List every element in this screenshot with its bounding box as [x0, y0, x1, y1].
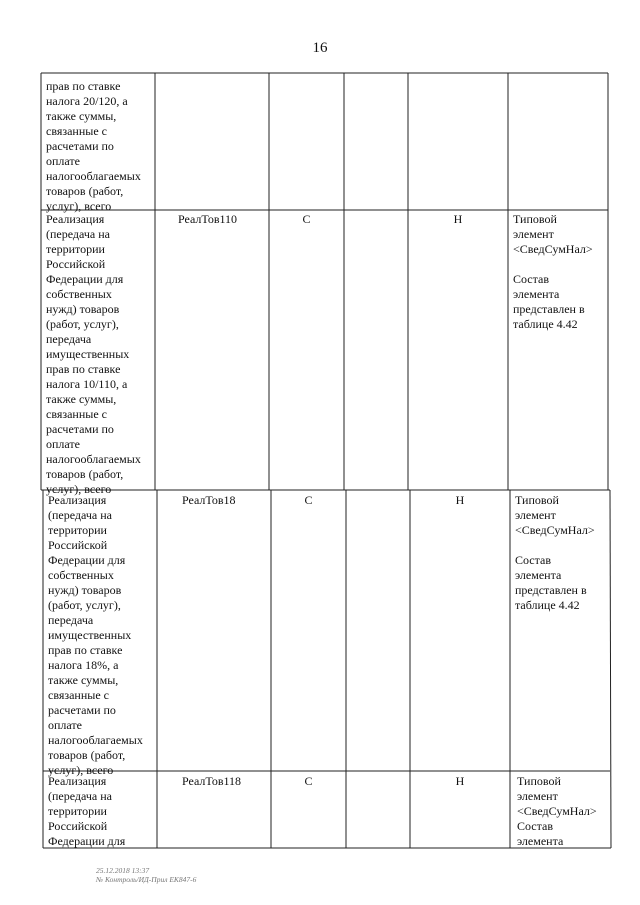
footer-stamp: 25.12.2018 13:37 № Контроль/ИД-Прил ЕК847-6 — [96, 866, 197, 884]
row-name-cell: Реализация (передача на территории Российской Федерации для — [48, 774, 126, 848]
row-required-cell: Н — [455, 774, 465, 788]
row-name-cell: прав по ставке налога 20/120, а также суммы, связанные с расчетами по оплате налогооблагаемых товаров (работ, услуг), всего — [46, 79, 141, 213]
page-number: 16 — [312, 40, 328, 56]
row-required-cell: Н — [453, 212, 463, 226]
row-code-cell: РеалТов110 — [178, 212, 238, 226]
row-code-cell: РеалТов18 — [182, 493, 236, 507]
row-extra-cell: Типовой элемент <СведСумНал> Состав элемента — [517, 774, 597, 848]
row-status-cell: С — [304, 774, 313, 788]
row-required-cell: Н — [455, 493, 465, 507]
row-extra-cell: Типовой элемент <СведСумНал> Состав элемента представлен в таблице 4.42 — [513, 212, 593, 331]
row-name-cell: Реализация (передача на территории Российской Федерации для собственных нужд) товаров (работ, услуг), передача имущественных прав по ставке налога 10/110, а также суммы, связанные с расчетами по оплате налогооблагаемых товаров (работ, услуг), всего — [46, 212, 141, 496]
row-status-cell: С — [304, 493, 313, 507]
row-status-cell: С — [302, 212, 311, 226]
row-code-cell: РеалТов118 — [182, 774, 242, 788]
row-name-cell: Реализация (передача на территории Российской Федерации для собственных нужд) товаров (работ, услуг), передача имущественных прав по ставке налога 18%, а также суммы, связанные с расчетами по оплате налогооблагаемых товаров (работ, услуг), всего — [48, 493, 143, 777]
row-extra-cell: Типовой элемент <СведСумНал> Состав элемента представлен в таблице 4.42 — [515, 493, 595, 612]
